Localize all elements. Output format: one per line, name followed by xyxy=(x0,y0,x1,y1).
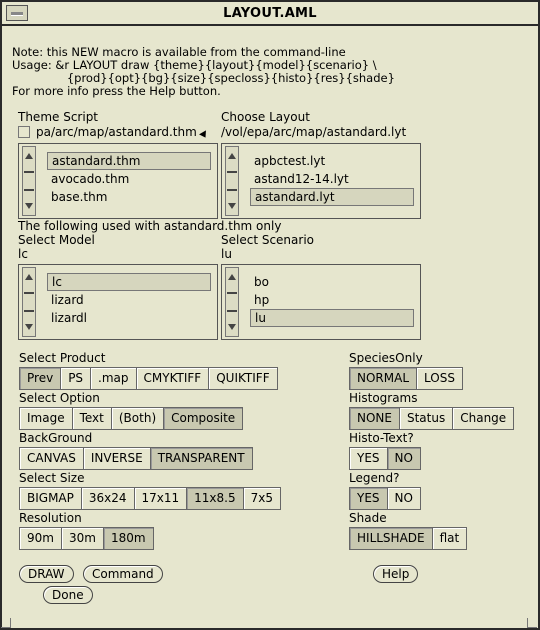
scroll-up-icon[interactable] xyxy=(25,274,33,280)
choose-layout-label: Choose Layout xyxy=(221,110,310,124)
scroll-thumb[interactable] xyxy=(24,292,34,312)
option-both-button[interactable]: (Both) xyxy=(111,407,164,430)
species-options xyxy=(349,367,462,390)
draw-button[interactable]: DRAW xyxy=(19,565,74,583)
option-composite-button[interactable]: Composite xyxy=(163,407,243,430)
legend-label: Legend? xyxy=(349,471,400,485)
resize-corner-bottom-left[interactable] xyxy=(1,618,11,628)
histograms-status-button[interactable]: Status xyxy=(399,407,453,430)
histograms-options xyxy=(349,407,513,430)
species-loss-button[interactable]: LOSS xyxy=(416,367,463,390)
scenario-list[interactable] xyxy=(221,264,421,340)
theme-list[interactable] xyxy=(18,143,218,219)
size-7x5-button[interactable]: 7x5 xyxy=(243,487,281,510)
product-map-button[interactable]: .map xyxy=(90,367,136,390)
product-options xyxy=(19,367,277,390)
background-transparent-button[interactable]: TRANSPARENT xyxy=(150,447,253,470)
note-line-2: Usage: &r LAYOUT draw {theme}{layout}{model}{scenario} \ xyxy=(12,58,377,72)
note-line-1: Note: this NEW macro is available from the command-line xyxy=(12,45,346,59)
model-list[interactable] xyxy=(18,264,218,340)
select-product-label: Select Product xyxy=(19,351,106,365)
histograms-none-button[interactable]: NONE xyxy=(349,407,400,430)
theme-item-avocado[interactable]: avocado.thm xyxy=(51,172,130,186)
scroll-thumb[interactable] xyxy=(227,171,237,191)
size-11x8-5-button[interactable]: 11x8.5 xyxy=(186,487,243,510)
shade-options xyxy=(349,527,466,550)
model-item-lizard[interactable]: lizard xyxy=(51,293,84,307)
note-line-3: {prod}{opt}{bg}{size}{specloss}{histo}{res}{shade} xyxy=(12,71,395,85)
scroll-down-icon[interactable] xyxy=(25,203,33,209)
select-model-label: Select Model xyxy=(18,233,95,247)
model-item-lizardl[interactable]: lizardl xyxy=(51,311,87,325)
scroll-up-icon[interactable] xyxy=(228,153,236,159)
select-size-label: Select Size xyxy=(19,471,85,485)
theme-item-base[interactable]: base.thm xyxy=(51,190,108,204)
following-note: The following used with astandard.thm only xyxy=(18,219,282,233)
scroll-thumb[interactable] xyxy=(24,171,34,191)
shade-hillshade-button[interactable]: HILLSHADE xyxy=(349,527,433,550)
histo-text-no-button[interactable]: NO xyxy=(387,447,421,470)
size-options xyxy=(19,487,280,510)
theme-item-astandard[interactable]: astandard.thm xyxy=(47,152,211,170)
histograms-label: Histograms xyxy=(349,391,418,405)
theme-path-scroll-icon[interactable] xyxy=(18,126,30,138)
scroll-down-icon[interactable] xyxy=(25,324,33,330)
background-inverse-button[interactable]: INVERSE xyxy=(83,447,151,470)
resolution-30m-button[interactable]: 30m xyxy=(61,527,104,550)
resolution-label: Resolution xyxy=(19,511,82,525)
scroll-up-icon[interactable] xyxy=(228,274,236,280)
size-36x24-button[interactable]: 36x24 xyxy=(81,487,135,510)
scroll-down-icon[interactable] xyxy=(228,324,236,330)
shade-label: Shade xyxy=(349,511,387,525)
help-button[interactable]: Help xyxy=(373,565,418,583)
option-options xyxy=(19,407,242,430)
command-button[interactable]: Command xyxy=(83,565,163,583)
done-button[interactable]: Done xyxy=(43,586,93,604)
option-image-button[interactable]: Image xyxy=(19,407,73,430)
histograms-change-button[interactable]: Change xyxy=(452,407,514,430)
species-only-label: SpeciesOnly xyxy=(349,351,423,365)
background-options xyxy=(19,447,252,470)
select-scenario-label: Select Scenario xyxy=(221,233,314,247)
layout-list-scrollbar[interactable] xyxy=(225,146,239,216)
scroll-thumb[interactable] xyxy=(227,292,237,312)
histo-text-yes-button[interactable]: YES xyxy=(349,447,388,470)
size-17x11-button[interactable]: 17x11 xyxy=(134,487,188,510)
product-prev-button[interactable]: Prev xyxy=(19,367,61,390)
product-quiktiff-button[interactable]: QUIKTIFF xyxy=(208,367,277,390)
scenario-item-bo[interactable]: bo xyxy=(254,275,269,289)
product-cmyktiff-button[interactable]: CMYKTIFF xyxy=(136,367,210,390)
layout-item-astand12-14[interactable]: astand12-14.lyt xyxy=(254,172,349,186)
histo-text-label: Histo-Text? xyxy=(349,431,414,445)
product-ps-button[interactable]: PS xyxy=(60,367,91,390)
size-bigmap-button[interactable]: BIGMAP xyxy=(19,487,82,510)
resize-corner-bottom-right[interactable] xyxy=(527,618,537,628)
scenario-item-hp[interactable]: hp xyxy=(254,293,270,307)
resolution-90m-button[interactable]: 90m xyxy=(19,527,62,550)
legend-no-button[interactable]: NO xyxy=(387,487,421,510)
histo-text-options xyxy=(349,447,420,470)
usage-note xyxy=(12,46,395,98)
model-item-lc[interactable]: lc xyxy=(47,273,211,291)
scenario-item-lu[interactable]: lu xyxy=(250,309,414,327)
layout-list[interactable] xyxy=(221,143,421,219)
theme-path-field[interactable]: pa/arc/map/astandard.thm xyxy=(36,125,197,139)
note-line-4: For more info press the Help button. xyxy=(12,84,221,98)
scenario-list-scrollbar[interactable] xyxy=(225,267,239,337)
model-value[interactable]: lc xyxy=(18,247,28,261)
theme-script-label: Theme Script xyxy=(18,110,99,124)
theme-list-scrollbar[interactable] xyxy=(22,146,36,216)
scroll-down-icon[interactable] xyxy=(228,203,236,209)
legend-options xyxy=(349,487,420,510)
legend-yes-button[interactable]: YES xyxy=(349,487,388,510)
species-normal-button[interactable]: NORMAL xyxy=(349,367,417,390)
resolution-options xyxy=(19,527,153,550)
layout-item-apbctest[interactable]: apbctest.lyt xyxy=(254,154,326,168)
title-bar xyxy=(2,2,538,26)
option-text-button[interactable]: Text xyxy=(72,407,112,430)
layout-item-astandard[interactable]: astandard.lyt xyxy=(250,188,414,206)
background-canvas-button[interactable]: CANVAS xyxy=(19,447,84,470)
resolution-180m-button[interactable]: 180m xyxy=(103,527,154,550)
select-option-label: Select Option xyxy=(19,391,100,405)
model-list-scrollbar[interactable] xyxy=(22,267,36,337)
scroll-up-icon[interactable] xyxy=(25,153,33,159)
scenario-value[interactable]: lu xyxy=(221,247,232,261)
shade-flat-button[interactable]: flat xyxy=(432,527,468,550)
background-label: BackGround xyxy=(19,431,93,445)
window-title: LAYOUT.AML xyxy=(223,6,317,21)
layout-path-field[interactable]: /vol/epa/arc/map/astandard.lyt xyxy=(221,125,407,139)
